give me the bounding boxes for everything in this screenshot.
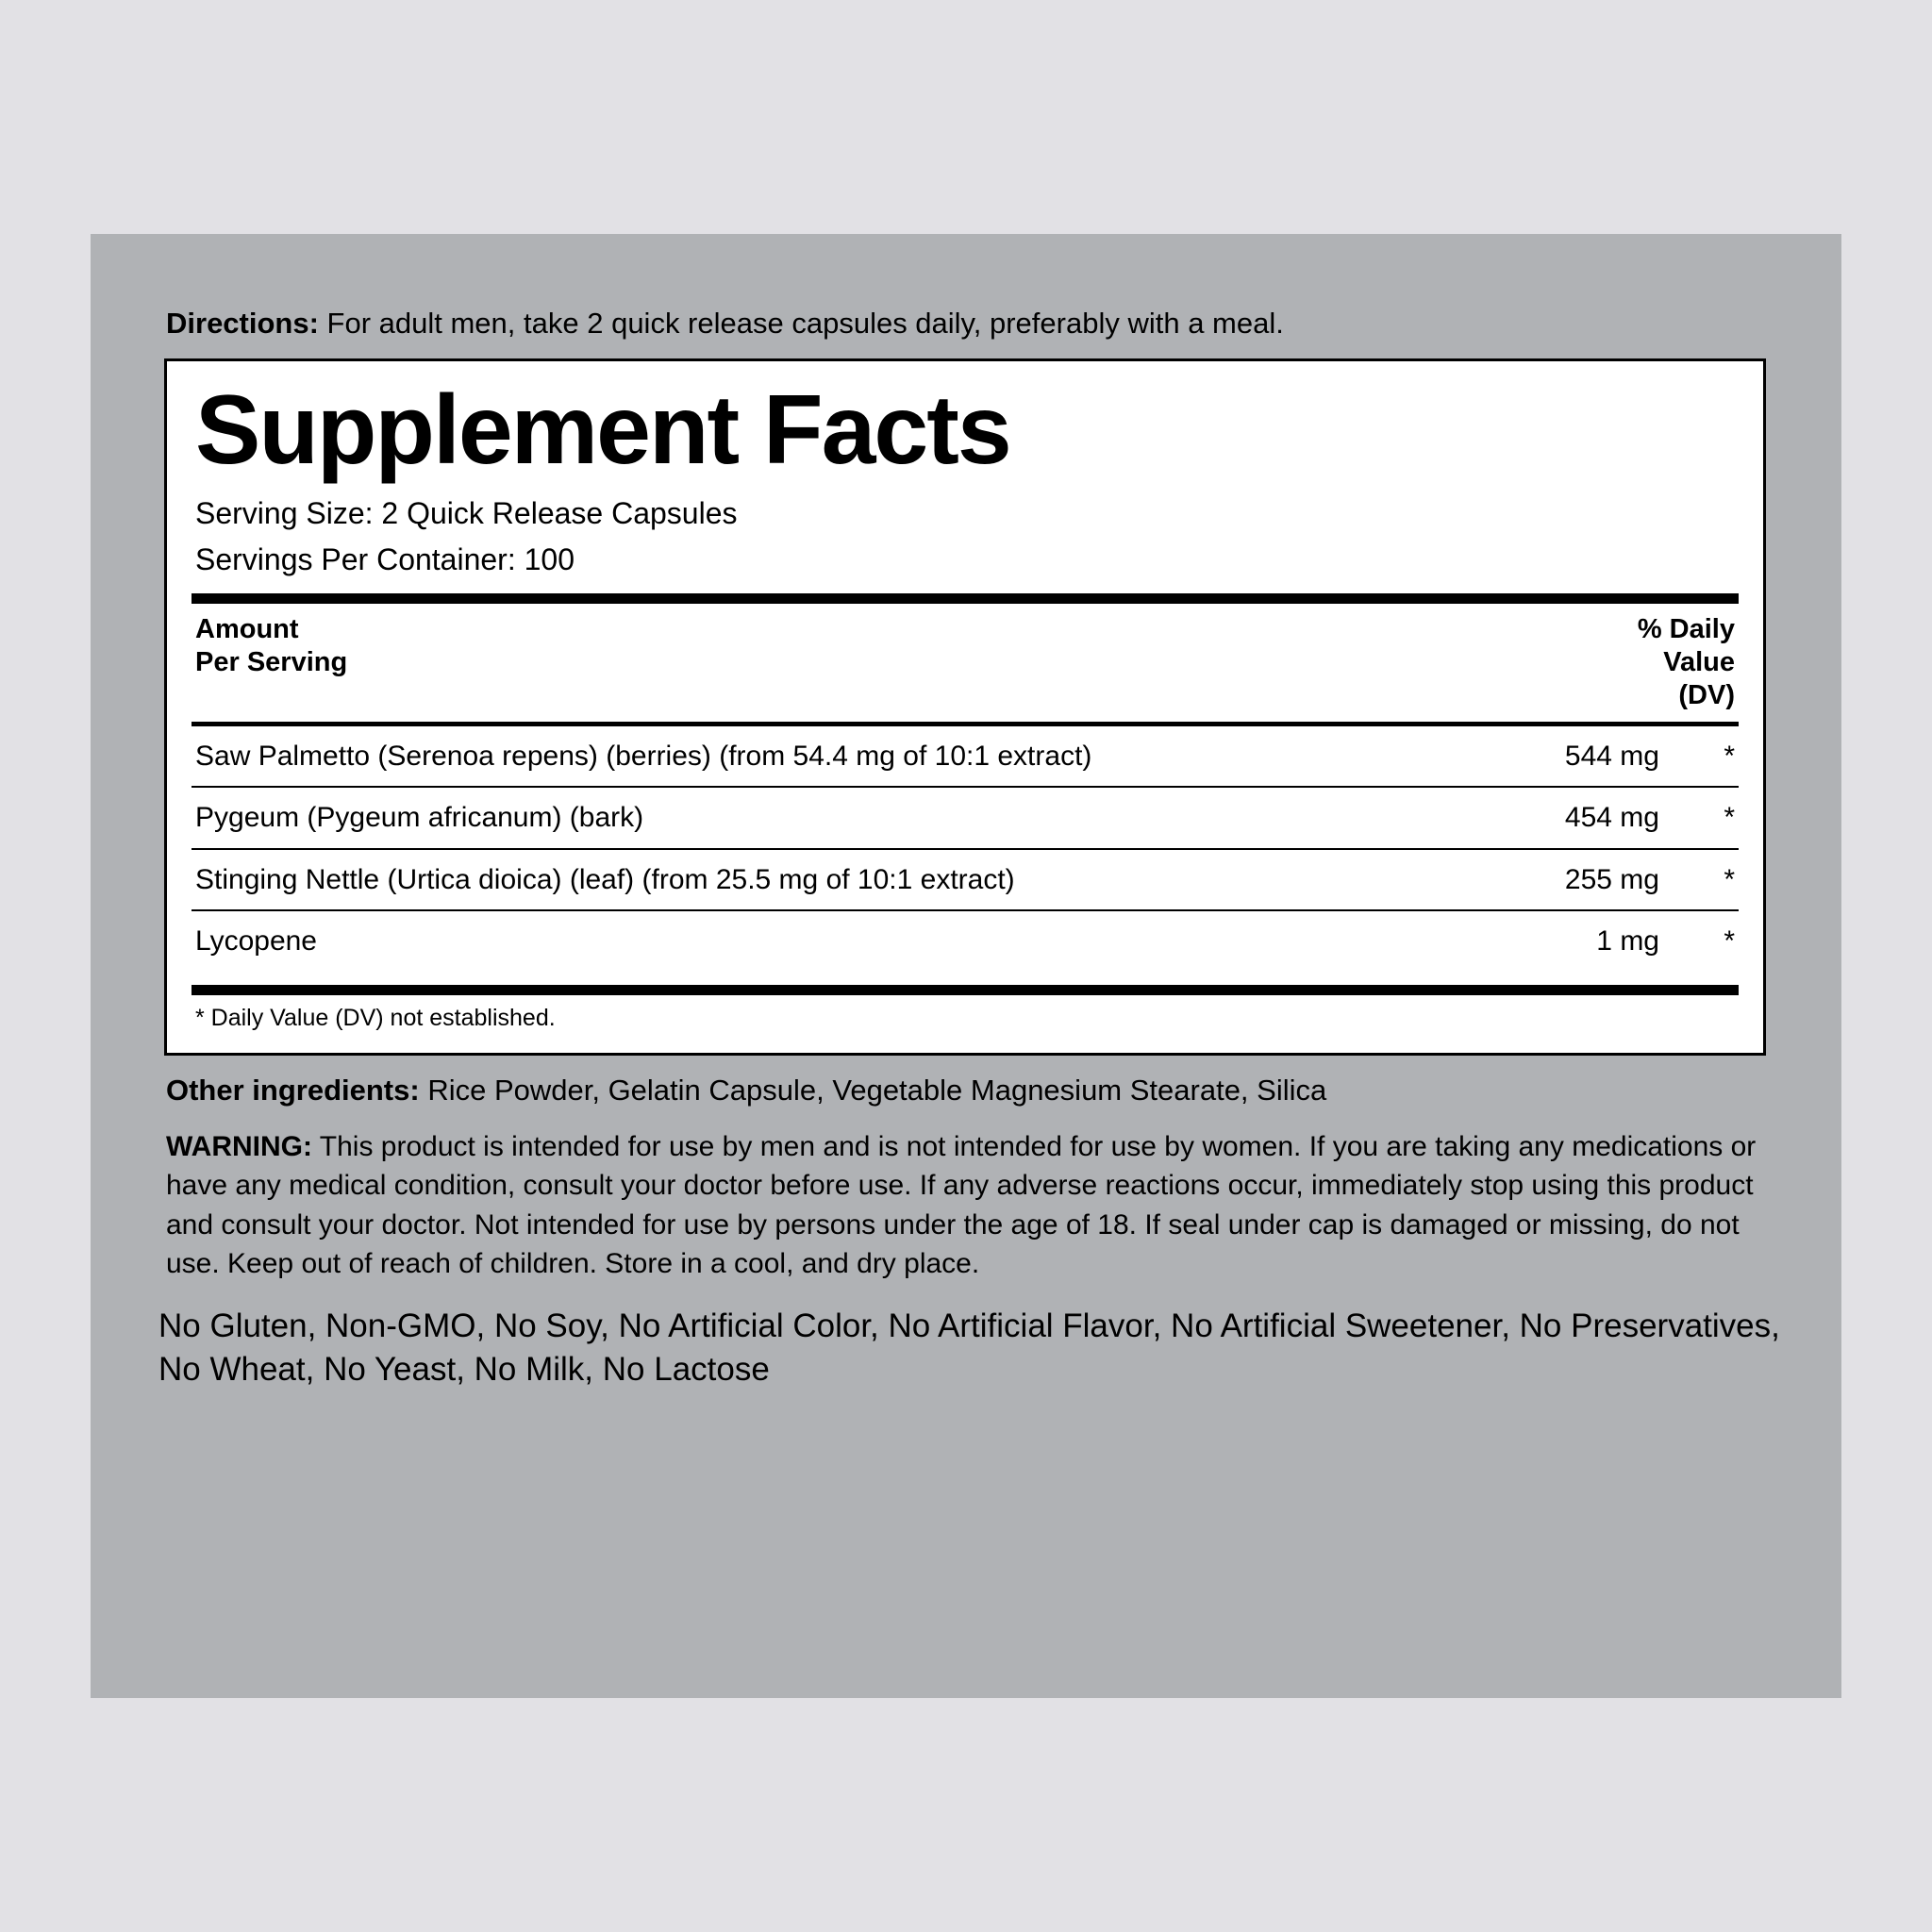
amount-per-serving-header bbox=[195, 613, 347, 679]
free-from-claims: No Gluten, Non-GMO, No Soy, No Artificial Color, No Artificial Flavor, No Artificial Sweetener, No Preservatives, No Wheat, No Yeast, No Milk, No Lactose bbox=[158, 1307, 1780, 1389]
table-header-row bbox=[192, 604, 1739, 721]
amount-header-line1: Amount bbox=[195, 614, 299, 645]
dv-header-line1: % Daily bbox=[1637, 614, 1735, 645]
servings-per-container: Servings Per Container: 100 bbox=[195, 542, 575, 577]
table-row bbox=[192, 788, 1739, 848]
directions-text bbox=[166, 305, 1770, 342]
other-ingredients-label: Other ingredients: bbox=[166, 1074, 420, 1107]
amount-header-line2: Per Serving bbox=[195, 647, 348, 678]
serving-size: Serving Size: 2 Quick Release Capsules bbox=[195, 496, 738, 531]
ingredient-amount: 544 mg bbox=[1564, 740, 1659, 772]
ingredient-name: Lycopene bbox=[195, 925, 317, 958]
ingredient-amount: 255 mg bbox=[1564, 863, 1659, 895]
warning-text bbox=[166, 1127, 1770, 1284]
table-row bbox=[192, 850, 1739, 910]
ingredient-daily-value: * bbox=[1724, 740, 1735, 772]
ingredient-amount: 454 mg bbox=[1564, 802, 1659, 834]
ingredient-amount: 1 mg bbox=[1596, 925, 1659, 958]
other-ingredients bbox=[166, 1071, 1770, 1110]
warning-body: This product is intended for use by men and is not intended for use by women. If you are taking any medications or have any medical condition, consult your doctor before use. If any adverse reactions occur, immediately stop using this product and consult your doctor. Not intended for use by persons under the age of 18. If seal under cap is damaged or missing, do not use. Keep out of reach of children. Store in a cool, and dry place. bbox=[166, 1131, 1757, 1280]
daily-value-footnote: * Daily Value (DV) not established. bbox=[195, 1004, 556, 1031]
warning-label: WARNING: bbox=[166, 1131, 312, 1162]
directions-body: For adult men, take 2 quick release capsules daily, preferably with a meal. bbox=[318, 307, 1284, 340]
table-row bbox=[192, 726, 1739, 787]
ingredient-daily-value: * bbox=[1724, 925, 1735, 958]
dv-header-line3: (DV) bbox=[1678, 680, 1735, 711]
table-row bbox=[192, 911, 1739, 972]
supplement-facts-box bbox=[164, 358, 1766, 1056]
divider-thick-top bbox=[192, 593, 1739, 604]
other-ingredients-body: Rice Powder, Gelatin Capsule, Vegetable Magnesium Stearate, Silica bbox=[419, 1074, 1327, 1107]
divider-thick-bottom bbox=[192, 985, 1739, 995]
ingredient-name: Pygeum (Pygeum africanum) (bark) bbox=[195, 802, 644, 834]
ingredient-name: Saw Palmetto (Serenoa repens) (berries) (from 54.4 mg of 10:1 extract) bbox=[195, 740, 1092, 772]
ingredient-name: Stinging Nettle (Urtica dioica) (leaf) (from 25.5 mg of 10:1 extract) bbox=[195, 863, 1015, 895]
supplement-label-panel bbox=[91, 234, 1841, 1698]
directions-label: Directions: bbox=[166, 307, 319, 340]
supplement-facts-title: Supplement Facts bbox=[195, 375, 1010, 485]
daily-value-header bbox=[1638, 613, 1735, 711]
ingredient-daily-value: * bbox=[1724, 802, 1735, 834]
dv-header-line2: Value bbox=[1663, 647, 1735, 678]
ingredient-daily-value: * bbox=[1724, 863, 1735, 895]
